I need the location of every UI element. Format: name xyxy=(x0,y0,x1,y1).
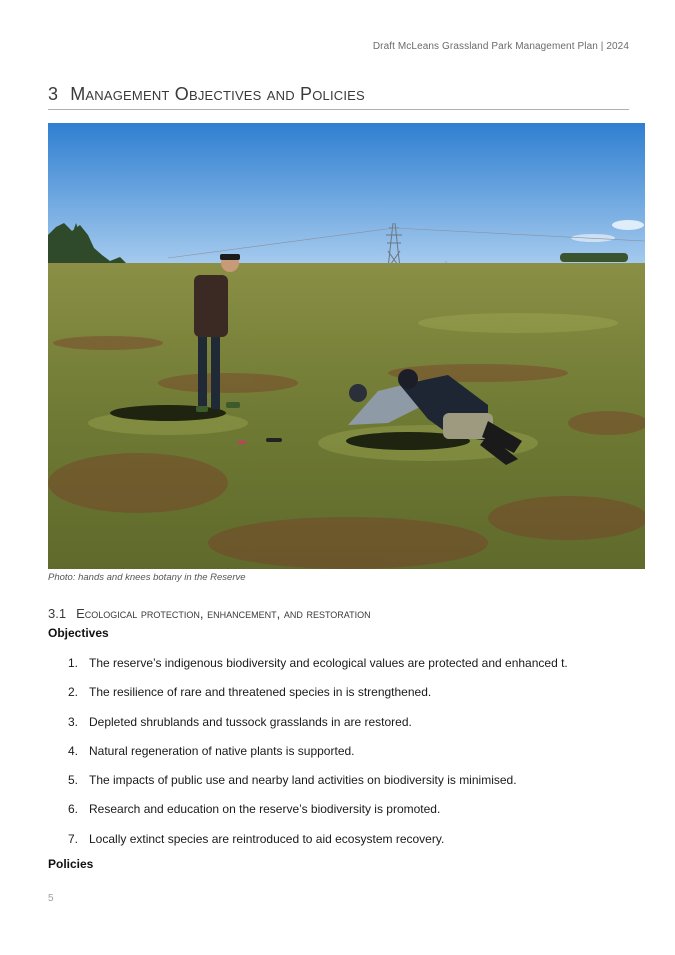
list-item xyxy=(48,773,628,802)
list-item xyxy=(48,744,628,773)
running-header: Draft McLeans Grassland Park Management Plan | 2024 xyxy=(372,41,629,52)
list-item xyxy=(48,685,628,714)
list-item xyxy=(48,715,628,744)
section-heading xyxy=(48,606,371,621)
section-title: Ecological protection, enhancement, and restoration xyxy=(76,606,371,621)
photo-caption: Photo: hands and knees botany in the Reserve xyxy=(48,572,246,583)
list-item-number: 1. xyxy=(68,656,79,670)
chapter-number: 3 xyxy=(48,84,59,104)
policies-heading: Policies xyxy=(48,857,94,871)
list-item xyxy=(48,832,628,861)
list-item-text: Research and education on the reserve’s biodiversity is promoted. xyxy=(89,802,441,817)
page-number: 5 xyxy=(48,893,54,904)
reserve-photo xyxy=(48,123,645,569)
list-item-number: 2. xyxy=(68,685,79,700)
list-item xyxy=(48,802,628,831)
list-item-number: 4. xyxy=(68,743,79,758)
chapter-heading xyxy=(48,84,629,110)
section-number: 3.1 xyxy=(48,606,67,621)
list-item-number: 7. xyxy=(68,831,79,846)
sky xyxy=(48,123,645,269)
list-item-text: The resilience of rare and threatened species in is strengthened. xyxy=(89,685,432,700)
list-item-text: Depleted shrublands and tussock grasslands in are restored. xyxy=(89,714,412,729)
list-item-text: The reserve’s indigenous biodiversity and ecological values are protected and enhanced t. xyxy=(89,656,568,670)
list-item-number: 5. xyxy=(68,773,79,788)
list-item-number: 6. xyxy=(68,802,79,817)
list-item xyxy=(48,656,628,685)
objectives-list xyxy=(48,656,628,861)
list-item-text: Natural regeneration of native plants is supported. xyxy=(89,743,355,758)
chapter-title: Management Objectives and Policies xyxy=(70,84,365,104)
objectives-heading: Objectives xyxy=(48,626,109,640)
list-item-text: Locally extinct species are reintroduced to aid ecosystem recovery. xyxy=(89,831,445,846)
list-item-text: The impacts of public use and nearby land activities on biodiversity is minimised. xyxy=(89,773,517,788)
list-item-number: 3. xyxy=(68,714,79,729)
